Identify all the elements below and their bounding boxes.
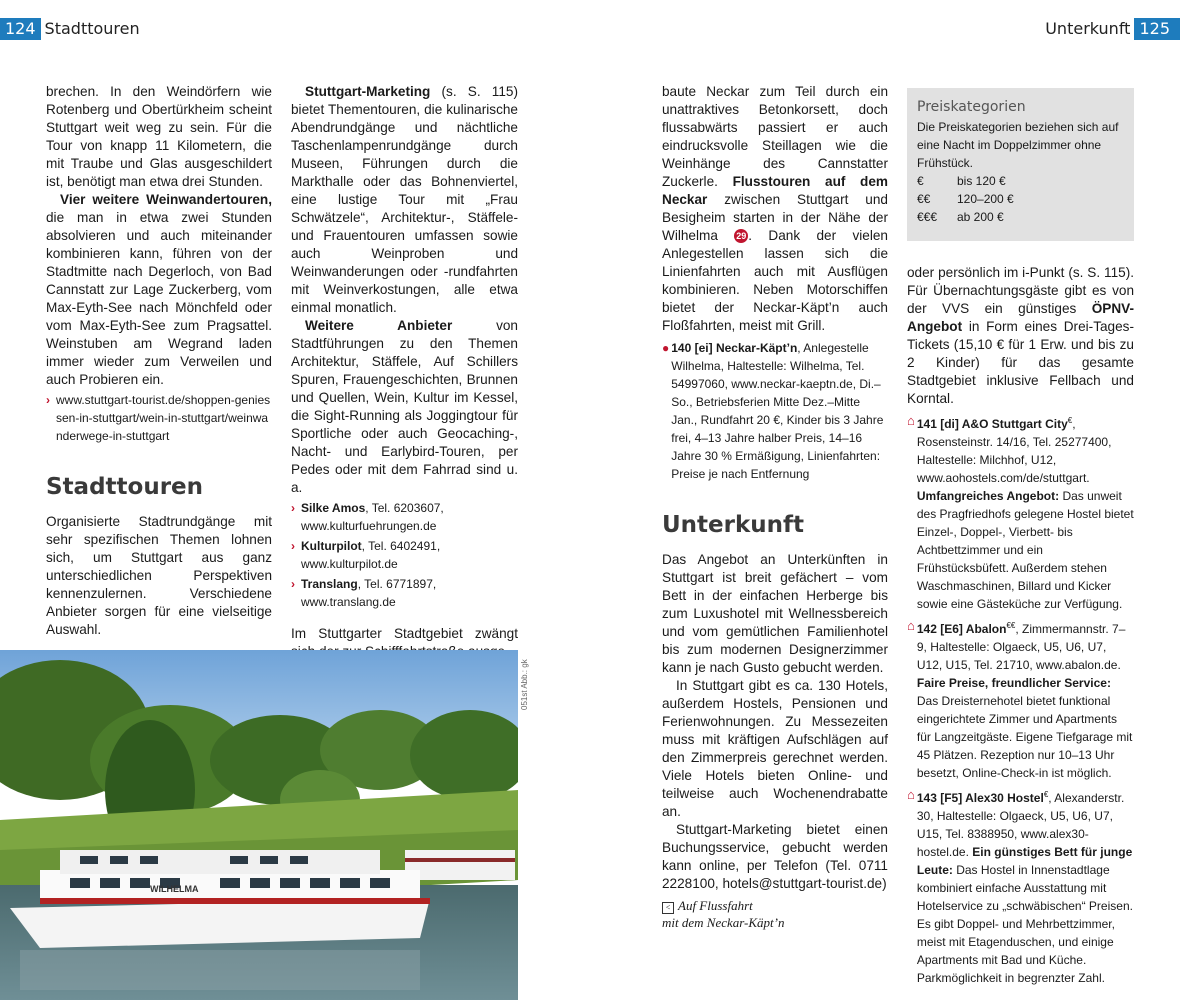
box-title: Preiskategorien bbox=[917, 99, 1026, 115]
caption-line: Auf Flussfahrt bbox=[678, 898, 753, 913]
weblink-text[interactable]: www.stuttgart-tourist.de/shoppen-geniessen-in-stuttgart/wein-in-stuttgart/weinwanderwege-in-stuttgart bbox=[56, 393, 271, 443]
chevron-right-icon: › bbox=[291, 577, 295, 591]
price-category: € bbox=[1043, 790, 1049, 799]
provider-name: Silke Amos bbox=[301, 501, 366, 515]
provider-link[interactable] bbox=[291, 537, 518, 573]
price-category: € bbox=[1067, 416, 1073, 425]
chevron-right-icon: › bbox=[291, 539, 295, 553]
column-3 bbox=[662, 83, 888, 893]
listing-details: , Anlegestelle Wilhelma, Haltestelle: Wilhelma, Tel. 54997060, www.neckar-kaeptn.de, Di.–So., Betriebsferien Mitte Dez.–Mitte Jan., Rundfahrt 20 €, Kinder bis 3 Jahre frei, 4–13 Jahre halber Preis, 14–16 Jahre 30 % Ermäßigung, Linienfahrten: Preise je nach Entfernung bbox=[671, 341, 884, 481]
hotel-description: Das Hostel in Innenstadtlage kombiniert einfache Ausstattung mit Hotelservice zu „schwäbischen“ Preisen. Es gibt Doppel- und Mehrbettzimmer, meist mit Etagenduschen, und einige Apartments mit Bad und Küche. Parkmöglichkeit in begrenzter Zahl. bbox=[916, 863, 1133, 985]
paragraph-text: baute Neckar zum Teil durch ein unattraktives Betonkorsett, doch flussabwärts passiert er auch eindrucksvolle Steillagen wie die Weinhänge des Cannstatter Zuckerle. bbox=[662, 84, 888, 189]
river-boat-photo bbox=[0, 650, 518, 1000]
page-header-right bbox=[1045, 18, 1180, 40]
arrow-left-icon: < bbox=[662, 902, 674, 914]
hotel-details: , Rosensteinstr. 14/16, Tel. 25277400, Haltestelle: Milchhof, U12, www.aohostels.com/de/stuttgart. bbox=[916, 417, 1112, 485]
paragraph bbox=[291, 317, 518, 497]
hotel-icon: ⌂ bbox=[907, 618, 915, 633]
running-title-left: Stadttouren bbox=[44, 19, 140, 38]
caption-line: mit dem Neckar-Käpt’n bbox=[662, 915, 785, 930]
price-row bbox=[917, 172, 1134, 190]
box-intro: Die Preiskategorien beziehen sich auf eine Nacht im Doppelzimmer ohne Frühstück. bbox=[917, 120, 1119, 170]
hotel-icon: ⌂ bbox=[907, 787, 915, 802]
hotel-description: Das unweit des Pragfriedhofs gelegene Hostel bietet Einzel-, Doppel-, Vierbett- bis Achtbettzimmer und ein Frühstücksbüfett. Außerdem stehen Waschmaschinen, Billard und Kicker sowie eine Gästeküche zur Verfügung. bbox=[916, 489, 1134, 611]
provider-name: Translang bbox=[301, 577, 358, 591]
hotel-highlight: Umfangreiches Angebot: bbox=[916, 489, 1060, 503]
bold-lead: Vier weitere Weinwandertouren, bbox=[60, 192, 272, 207]
paragraph: brechen. In den Weindörfern wie Rotenberg und Obertürkheim scheint Stuttgart weit weg zu sein. Für die Tour von knapp 11 Kilometern, die mit Traube und Glas ausgeschildert ist, benötigt man etwa drei Stunden. bbox=[46, 84, 272, 189]
paragraph-text: zwischen Stuttgart und Besigheim starten in der Nähe der Wilhelma bbox=[662, 192, 888, 243]
provider-details[interactable]: , Tel. 6402491, www.kulturpilot.de bbox=[301, 539, 441, 571]
section-heading: Unterkunft bbox=[662, 512, 805, 538]
weblink[interactable] bbox=[46, 391, 272, 445]
hotel-details: , Alexanderstr. 30, Haltestelle: Olgaeck, U5, U6, U7, U15, Tel. 8388950, www.alex30-hostel.de. bbox=[916, 791, 1125, 859]
photo-illustration bbox=[0, 650, 518, 1000]
bold-lead: Stuttgart-Marketing bbox=[305, 84, 431, 99]
hotel-details: , Zimmermannstr. 7–9, Haltestelle: Olgaeck, U5, U6, U7, U12, U15, Tel. 21710, www.abalon.de. bbox=[916, 622, 1126, 672]
page-number-right: 125 bbox=[1134, 18, 1180, 40]
map-pin-marker: 29 bbox=[736, 231, 747, 241]
hotel-highlight: Ein günstiges Bett für junge Leute: bbox=[916, 845, 1133, 877]
paragraph: Im Stuttgarter Stadtgebiet zwängt bbox=[291, 626, 518, 641]
column-2 bbox=[291, 83, 518, 661]
paragraph bbox=[46, 191, 272, 389]
paragraph: In Stuttgart gibt es ca. 130 Hotels, außerdem Hostels, Pensionen und Ferienwohnungen. Zu Messezeiten muss mit kräftigen Aufschlägen auf den Zimmerpreis gerechnet werden. Viele Hotels bieten Online- und teilweise auch Wochenendrabatte an. bbox=[662, 678, 888, 819]
chevron-right-icon: › bbox=[291, 501, 295, 515]
chevron-right-icon: › bbox=[46, 393, 50, 407]
bullet-marker: ● bbox=[662, 341, 670, 355]
photo-caption bbox=[662, 897, 862, 931]
page-number-left: 124 bbox=[0, 18, 41, 40]
bold-lead: ÖPNV-Angebot bbox=[907, 301, 1134, 334]
provider-details[interactable]: , Tel. 6203607, www.kulturfuehrungen.de bbox=[301, 501, 444, 533]
hotel-highlight: Faire Preise, freundlicher Service: bbox=[916, 676, 1111, 690]
column-1 bbox=[46, 83, 272, 639]
hotel-name: 142 [E6] Abalon bbox=[916, 622, 1007, 636]
price-value: bis 120 € bbox=[957, 174, 1006, 188]
hotel-icon: ⌂ bbox=[907, 413, 915, 428]
boat-name-label: WILHELMA bbox=[150, 884, 199, 894]
column-4 bbox=[907, 264, 1134, 987]
section-heading: Stadttouren bbox=[46, 474, 204, 500]
paragraph bbox=[907, 264, 1134, 408]
provider-link[interactable] bbox=[291, 499, 518, 535]
paragraph bbox=[291, 83, 518, 317]
photo-credit: 051st Abb.: gk bbox=[520, 659, 529, 710]
price-symbol: €€ bbox=[917, 192, 931, 206]
bold-lead: Weitere Anbieter bbox=[305, 318, 453, 333]
hotel-name: 143 [F5] Alex30 Hostel bbox=[916, 791, 1044, 805]
paragraph bbox=[662, 83, 888, 335]
price-symbol: €€€ bbox=[917, 210, 938, 224]
hotel-description: Das Dreisternehotel bietet funktional eingerichtete Zimmer und Apartments für Langzeitgäste. Eigene Tiefgarage mit 45 Plätzen. Rezeption nur 10–13 Uhr besetzt, Online-Check-in ist möglich. bbox=[916, 694, 1133, 780]
hotel-entry bbox=[907, 617, 1134, 782]
paragraph-text: die man in etwa zwei Stunden absolvieren und auch miteinander kombinieren kann, führen von der Stadtmitte nach Degerloch, von Bad Cannstatt zur Lage Zuckerberg, vom Max-Eyth-See nach Mönchfeld oder vom Max-Eyth-See zum Pragsattel. Weinstuben am Wegrand laden immer wieder zum Verweilen und auch Probieren ein. bbox=[46, 210, 272, 387]
hotel-entry bbox=[907, 786, 1134, 987]
paragraph: Das Angebot an Unterkünften in Stuttgart ist breit gefächert – vom Bett in der einfachen Herberge bis zum Luxushotel mit Wellnessbereich und vom gemütlichen Familienhotel bis zum modernen Designerzimmer kann je nach Gusto gebucht werden. bbox=[662, 552, 888, 675]
page-header-left bbox=[0, 18, 140, 40]
paragraph-text: . Dank der vielen Anlegestellen lassen sich die Linienfahrten auch mit Ausflügen kombinieren. Neben Motorschiffen bietet der Neckar-Käpt’n auch Floßfahrten, meist mit Grill. bbox=[662, 228, 888, 333]
price-symbol: € bbox=[917, 174, 924, 188]
running-title-right: Unterkunft bbox=[1045, 19, 1131, 38]
price-row bbox=[917, 208, 1134, 226]
price-categories-box bbox=[907, 88, 1134, 241]
hotel-name: 141 [di] A&O Stuttgart City bbox=[916, 417, 1068, 431]
price-value: ab 200 € bbox=[957, 210, 1004, 224]
paragraph-text: (s. S. 115) bietet Thementouren, die kulinarische Abendrundgänge und nächtliche Taschenlampenrundgänge durch Museen, Führungen durch die Markthalle oder das Bohnenviertel, eine lustige Tour mit „Frau Schwätzele“, Architektur-, Stäffele- und Frauentouren umfassen sowie auch Weinproben und Weinwanderungen oder -rundfahrten mit Weinverkostungen, alle etwa einmal monatlich. bbox=[291, 84, 518, 315]
listing-entry bbox=[662, 339, 888, 483]
provider-name: Kulturpilot bbox=[301, 539, 362, 553]
paragraph: Stuttgart-Marketing bietet einen Buchungsservice, gebucht werden kann online, per Telefon (Tel. 0711 2228100, hotels@stuttgart-tourist.de) bbox=[662, 822, 888, 891]
bold-lead: Flusstouren auf dem Neckar bbox=[662, 174, 888, 207]
price-category: €€ bbox=[1006, 621, 1016, 630]
paragraph-text: oder persönlich im i-Punkt (s. S. 115). Für Übernachtungsgäste gibt es von der VVS ein günstiges bbox=[907, 265, 1134, 316]
price-value: 120–200 € bbox=[957, 192, 1014, 206]
listing-title: 140 [ei] Neckar-Käpt’n bbox=[671, 341, 798, 355]
paragraph-text: von Stadtführungen zu den Themen Architektur, Stäffele, Auf Schillers Spuren, Frauengeschichten, Brunnen und Quellen, Wein, Kultur im Kessel, die Sight-Running als Joggingtour für Sportliche oder auch Geocaching-, Nacht- und Earlybird-Touren, per Pedes oder mit dem Fahrrad sind u. a. bbox=[291, 318, 518, 495]
provider-link[interactable] bbox=[291, 575, 518, 611]
price-row bbox=[917, 190, 1134, 208]
paragraph: Organisierte Stadtrundgänge mit sehr spezifischen Themen lohnen sich, um Stuttgart aus ganz unterschiedlichen Perspektiven kennenzulernen. Verschiedene Anbieter sorgen für eine vielseitige Auswahl. bbox=[46, 514, 272, 637]
provider-details[interactable]: , Tel. 6771897, www.translang.de bbox=[301, 577, 437, 609]
paragraph-text: in Form eines Drei-Tages-Tickets (15,10 € für 1 Erw. und bis zu 2 Kinder) für das gesamte Stadtgebiet inklusive Fellbach und Korntal. bbox=[907, 319, 1134, 406]
hotel-entry bbox=[907, 412, 1134, 613]
